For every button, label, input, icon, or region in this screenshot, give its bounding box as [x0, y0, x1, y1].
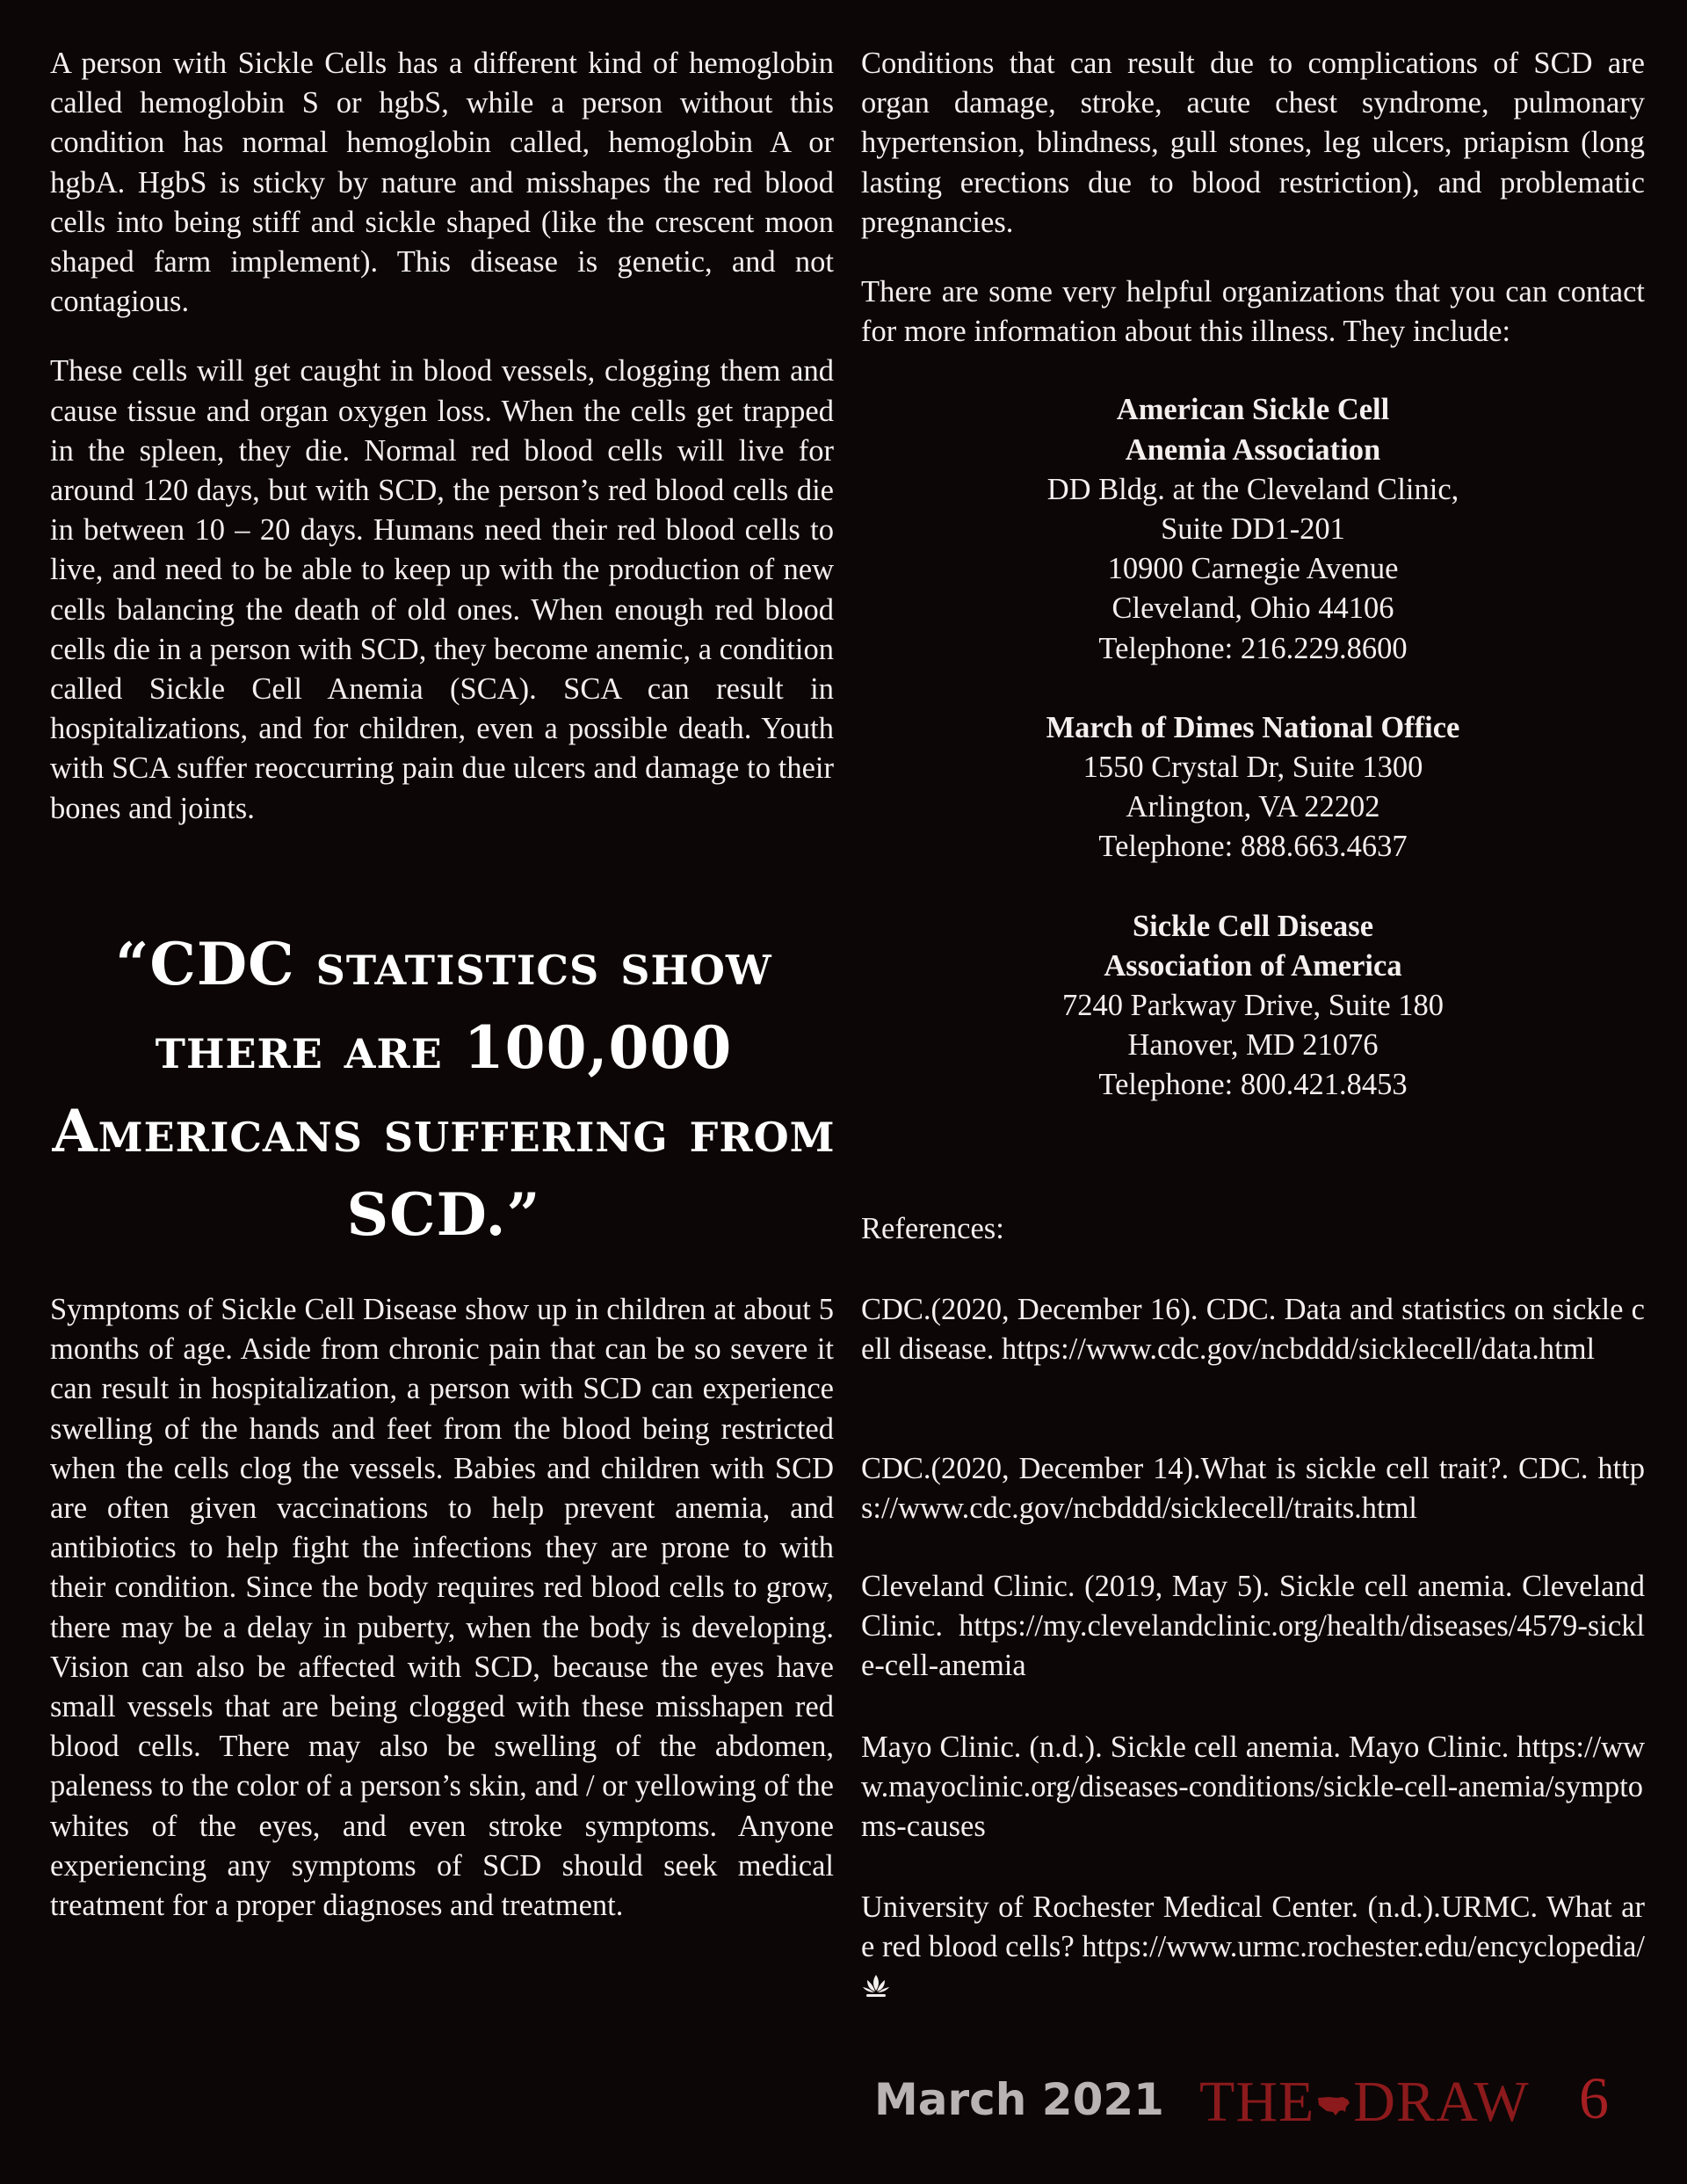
org-address-line: Hanover, MD 21076: [1127, 1028, 1379, 1063]
org-phone: Telephone: 888.663.4637: [1098, 830, 1408, 864]
org-phone: Telephone: 216.229.8600: [1098, 631, 1408, 665]
organization-ascaa: [861, 390, 1645, 668]
org-address-line: DD Bldg. at the Cleveland Clinic,: [1046, 472, 1459, 506]
magazine-logo: [1199, 2065, 1530, 2136]
references-heading-block: [861, 1209, 1645, 1249]
org-address-line: Cleveland, Ohio 44106: [1111, 591, 1394, 626]
reference-text: [861, 1888, 1645, 2007]
body-paragraph-3: Symptoms of Sickle Cell Disease show up in children at about 5 months of age. Aside from chronic pain that can be so severe it can result in hospitalization, a person with SCD can experience swelling of the hands and feet from the blood being restricted when the cells clog the vessels. Babies and children with SCD are often given vaccinations to help prevent anemia, and antibiotics to help fight the infections they are prone to with their condition. Since the body requires red blood cells to grow, there may be a delay in puberty, when the body is developing. Vision can also be affected with SCD, because the eyes have small vessels that are being clogged with these misshapen red blood cells. There may also be swelling of the abdomen, paleness to the color of a person’s skin, and / or yellowing of the whites of the eyes, and even stroke symptoms. Anyone experiencing any symptoms of SCD should seek medical treatment for a proper diagnoses and treatment.: [50, 1293, 834, 1923]
body-paragraph-1: A person with Sickle Cells has a different kind of hemoglobin called hemoglobin S or hgbS, while a person without this condition has normal hemoglobin called, hemoglobin A or hgbA. HgbS is sticky by nature and misshapes the red blood cells into being stiff and sickle shaped (like the crescent moon shaped farm implement). This disease is genetic, and not contagious.: [50, 47, 834, 319]
org-name: March of Dimes National Office: [1046, 710, 1460, 744]
reference-text: CDC.(2020, December 16). CDC. Data and statistics on sickle cell disease. https://www.cdc.gov/ncbddd/sicklecell/data.html: [861, 1293, 1645, 1367]
org-address-line: 1550 Crystal Dr, Suite 1300: [1082, 751, 1423, 785]
org-name: Association of America: [1104, 948, 1402, 983]
org-phone: Telephone: 800.421.8453: [1098, 1068, 1408, 1102]
reference-item: [861, 1290, 1645, 1369]
reference-item: [861, 1567, 1645, 1687]
org-name: Sickle Cell Disease: [1132, 909, 1374, 943]
reference-text: CDC.(2020, December 14).What is sickle cell trait?. CDC. https://www.cdc.gov/ncbddd/sicklecell/traits.html: [861, 1452, 1645, 1526]
reference-text: Cleveland Clinic. (2019, May 5). Sickle cell anemia. Cleveland Clinic. https://my.clevelandclinic.org/health/diseases/4579-sickle-cell-anemia: [861, 1570, 1645, 1683]
references-heading: References:: [861, 1212, 1004, 1245]
left-column-lower: [50, 1290, 834, 1955]
complications-paragraph: Conditions that can result due to complications of SCD are organ damage, stroke, acute chest syndrome, pulmonary hypertension, blindness, gull stones, leg ulcers, priapism (long lasting erections due to blood restriction), and problematic pregnancies.: [861, 47, 1645, 239]
reference-item: [861, 1449, 1645, 1528]
org-address-line: Suite DD1-201: [1161, 512, 1345, 547]
reference-text: Mayo Clinic. (n.d.). Sickle cell anemia. Mayo Clinic. https://www.mayoclinic.org/diseases-conditions/sickle-cell-anemia/symptoms-causes: [861, 1731, 1645, 1844]
reference-item: [861, 1888, 1645, 2007]
org-address-line: 7240 Parkway Drive, Suite 180: [1061, 989, 1444, 1023]
reference-text-inner: University of Rochester Medical Center. (n.d.).URMC. What are red blood cells? https://www.urmc.rochester.edu/encyclopedia/: [861, 1890, 1645, 1964]
page-number: 6: [1579, 2064, 1609, 2131]
pull-quote: “CDC statistics show there are 100,000 Americans suffering from SCD.”: [52, 930, 836, 1249]
logo-text-right: DRAW: [1353, 2070, 1530, 2134]
organization-scdaa: [861, 907, 1645, 1106]
organization-march-of-dimes: [861, 708, 1645, 867]
org-name: American Sickle Cell: [1116, 393, 1390, 427]
issue-date: March 2021: [874, 2074, 1164, 2125]
us-map-icon: [1316, 2065, 1351, 2088]
left-column: [50, 44, 834, 859]
body-paragraph-2: These cells will get caught in blood vessels, clogging them and cause tissue and organ oxygen loss. When the cells get trapped in the spleen, they die. Normal red blood cells will live for around 120 days, but with SCD, the person’s red blood cells die in between 10 – 20 days. Humans need their red blood cells to live, and need to be able to keep up with the production of new cells balancing the death of old ones. When enough red blood cells die in a person with SCD, they become anemic, a condition called Sickle Cell Anemia (SCA). SCA can result in hospitalizations, and for children, even a possible death. Youth with SCA suffer reoccurring pain due ulcers and damage to their bones and joints.: [50, 354, 834, 825]
org-address-line: Arlington, VA 22202: [1126, 790, 1380, 824]
reference-item: [861, 1728, 1645, 1847]
org-address-line: 10900 Carnegie Avenue: [1107, 552, 1399, 586]
right-column: [861, 44, 1645, 1145]
logo-text-left: THE: [1199, 2070, 1315, 2134]
lotus-icon: [861, 1970, 891, 1997]
org-name: Anemia Association: [1125, 432, 1381, 467]
organizations-intro: There are some very helpful organizations that you can contact for more information about this illness. They include:: [861, 275, 1645, 349]
